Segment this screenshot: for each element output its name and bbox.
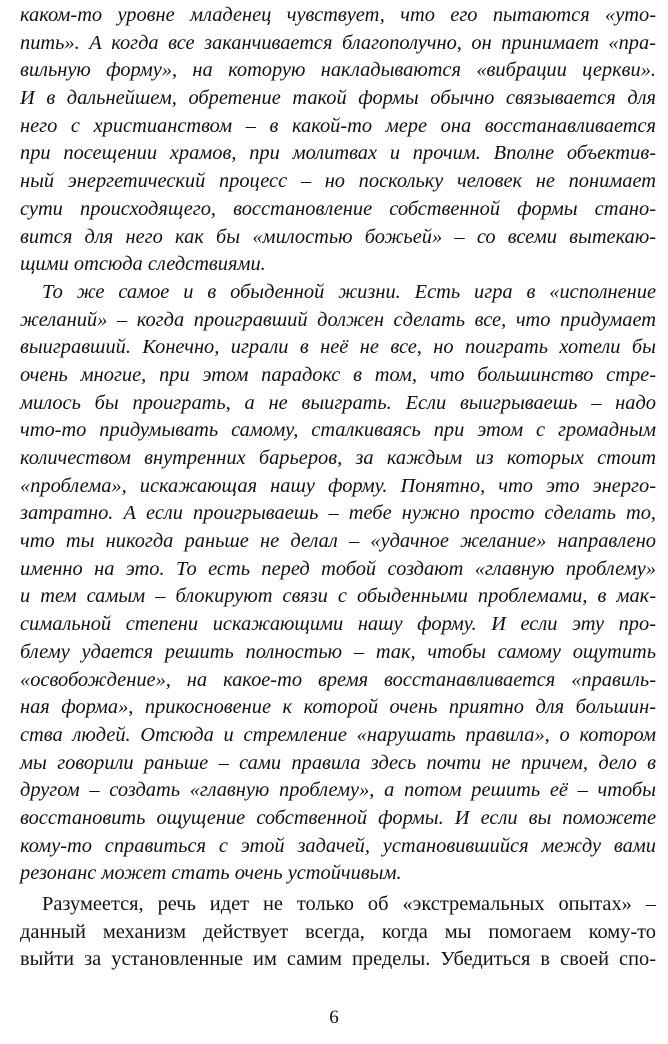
text-line: что ты никогда раньше не делал – «удачное желание» направлено — [20, 530, 656, 553]
text-line: вильную форму», на которую накладываются «вибрации церкви». — [20, 59, 656, 82]
text-line: вится для него как бы «милостью божьей» – со всеми вытекаю- — [20, 225, 656, 248]
book-page — [20, 0, 656, 974]
text-line: милось бы проиграть, а не выиграть. Если выигрываешь – надо — [20, 391, 656, 414]
text-line: при посещении храмов, при молитвах и прочим. Вполне объектив- — [20, 142, 656, 165]
text-line: ный энергетический процесс – но поскольку человек не понимает — [20, 170, 656, 193]
text-line: Разумеется, речь идет не только об «экстремальных опытах» – — [42, 893, 656, 915]
text-line: симальной степени искажающими нашу форму. И если эту про- — [20, 613, 656, 636]
text-line: что-то придумывать самому, сталкиваясь при этом с громадным — [20, 419, 656, 442]
text-line: данный механизм действует всегда, когда мы помогаем кому-то — [20, 920, 656, 943]
text-line: восстановить ощущение собственной формы. И если вы поможете — [20, 806, 656, 829]
text-line: выигравший. Конечно, играли в неё не все, но поиграть хотели бы — [20, 336, 656, 359]
text-line: резонанс может стать очень устойчивым. — [20, 862, 402, 885]
text-line: него с христианством – в какой-то мере она восстанавливается — [20, 114, 656, 137]
text-line: мы говорили раньше – сами правила здесь почти не причем, дело в — [20, 751, 656, 774]
text-line: ная форма», прикосновение к которой очень приятно для большин- — [20, 696, 656, 719]
paragraph-3 — [20, 891, 656, 974]
text-line: и тем самым – блокируют связи с обыденными проблемами, в мак- — [20, 585, 656, 608]
text-line: И в дальнейшем, обретение такой формы обычно связывается для — [20, 87, 656, 110]
text-line: другом – создать «главную проблему», а потом решить её – чтобы — [20, 779, 656, 802]
paragraph-1 — [20, 2, 656, 279]
text-line: очень многие, при этом парадокс в том, что большинство стре- — [20, 363, 656, 386]
text-line: блему удается решить полностью – так, чтобы самому ощутить — [20, 640, 656, 663]
text-line: количеством внутренних барьеров, за каждым из которых стоит — [20, 447, 656, 469]
text-line: «освобождение», на какое-то время восстанавливается «правиль- — [20, 668, 656, 691]
text-line: «проблема», искажающая нашу форму. Понятно, что это энерго- — [20, 474, 656, 497]
text-line: каком-то уровне младенец чувствует, что его пытаются «уто- — [20, 4, 656, 26]
page-number: 6 — [329, 1007, 339, 1028]
paragraph-2 — [20, 279, 656, 888]
text-line: щими отсюда следствиями. — [20, 253, 266, 276]
text-line: желаний» – когда проигравший должен сделать все, что придумает — [20, 308, 656, 331]
text-line: ства людей. Отсюда и стремление «нарушать правила», о котором — [20, 723, 656, 746]
text-line: кому-то справиться с этой задачей, установившийся между вами — [20, 834, 656, 857]
text-line: пить». А когда все заканчивается благополучно, он принимает «пра- — [20, 31, 656, 54]
text-line: затратно. А если проигрываешь – тебе нужно просто сделать то, — [20, 502, 656, 525]
text-line: именно на это. То есть перед тобой создают «главную проблему» — [20, 557, 656, 580]
text-line: выйти за установленные им самим пределы. Убедиться в своей спо- — [20, 948, 656, 971]
text-line: сути происходящего, восстановление собственной формы стано- — [20, 197, 656, 220]
text-line: То же самое и в обыденной жизни. Есть игра в «исполнение — [42, 280, 656, 303]
